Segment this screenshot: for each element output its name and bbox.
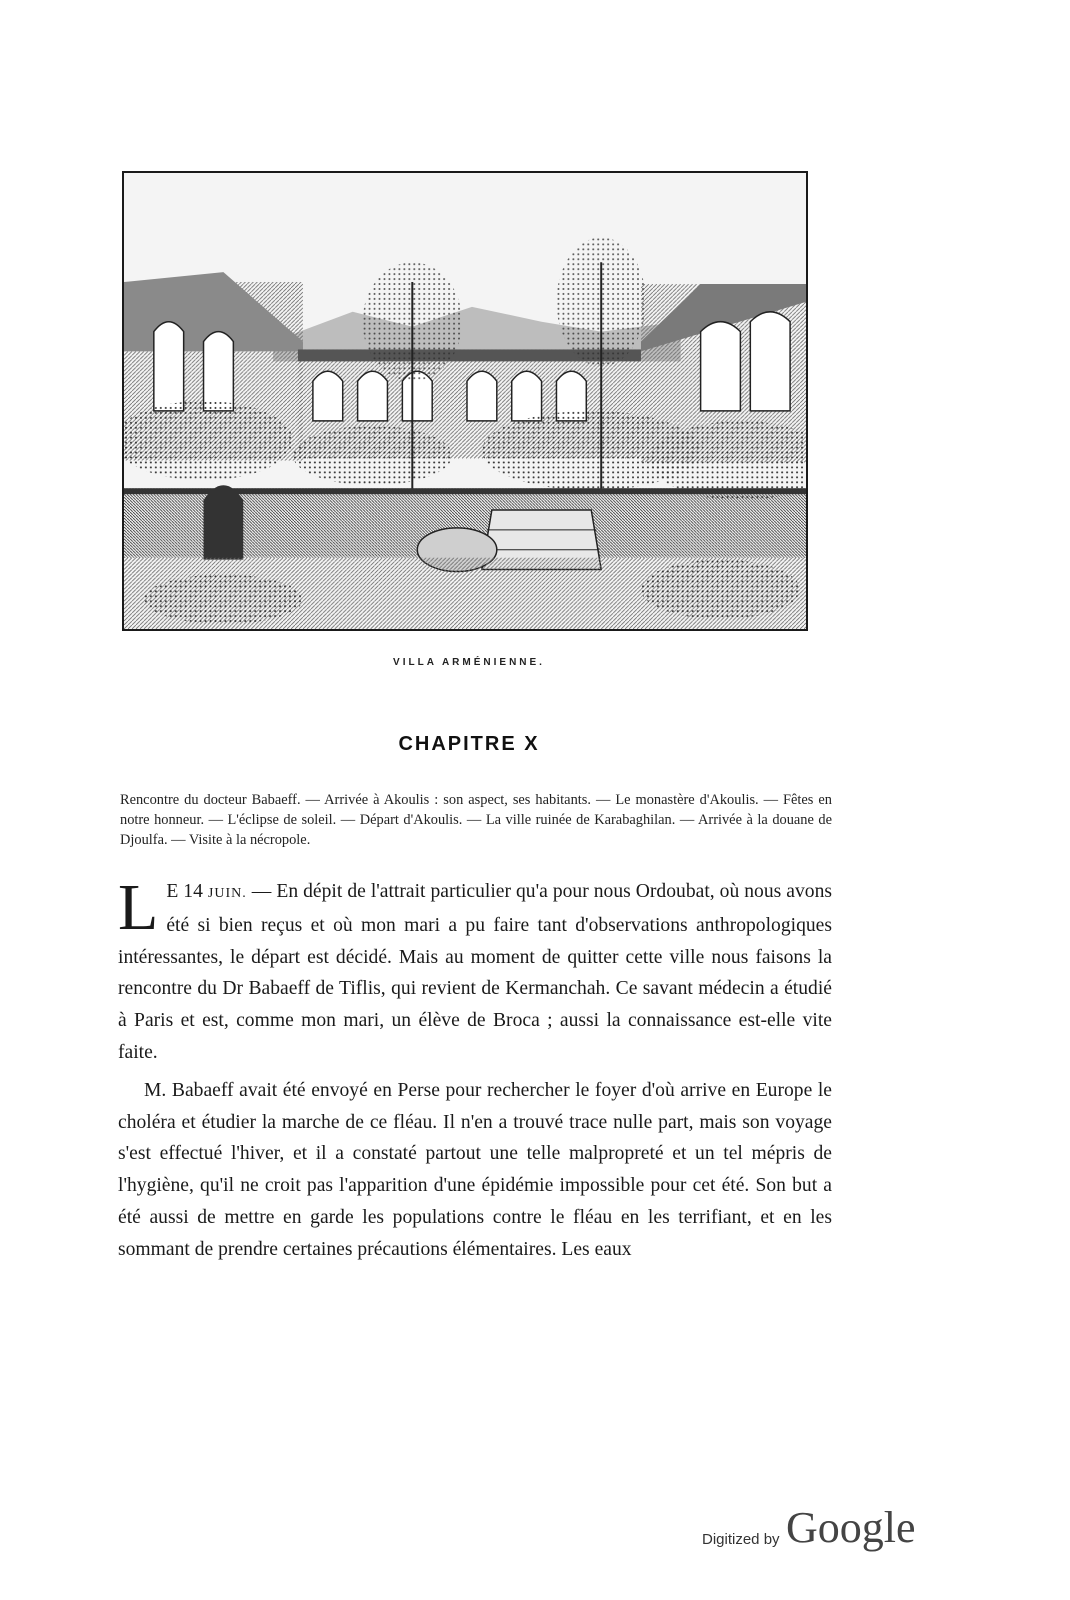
chapter-title: CHAPITRE X [398, 733, 540, 755]
chapter-summary: Rencontre du docteur Babaeff. — Arrivée à Akoulis : son aspect, ses habitants. — Le monastère d'Akoulis. — Fêtes en notre honneur. — L'éclipse de soleil. — Départ d'Akoulis. — La ville ruinée de Karabaghilan. — Arrivée à la douane de Djoulfa. — Visite à la nécropole. [120, 792, 832, 848]
watermark-small-text: Digitized by [702, 1531, 780, 1548]
date-month: JUIN. [207, 886, 247, 901]
paragraph-1 [118, 871, 832, 1069]
digitized-by-google-watermark [702, 1502, 922, 1562]
villa-illustration [122, 171, 808, 631]
drop-cap: L [118, 871, 159, 944]
paragraph-2: M. Babaeff avait été envoyé en Perse pour rechercher le foyer d'où arrive en Europe le choléra et étudier la marche de ce fléau. Il n'en a trouvé trace nulle part, mais son voyage s'est effectué l'hiver, et il a constaté partout une telle malpropreté et un tel mépris de l'hygiène, qu'il ne croit pas l'apparition d'une épidémie impossible pour cet été. Son but a été aussi de mettre en garde les populations contre le fléau en les terrifiant, et en les sommant de prendre certaines précautions élémentaires. Les eaux [118, 1079, 832, 1260]
paragraph-1-text: — En dépit de l'attrait particulier qu'a pour nous Ordoubat, où nous avons été si bien reçus et où mon mari a pu faire tant d'observations anthropologiques intéressantes, le départ est décidé. Mais au moment de quitter cette ville nous faisons la rencontre du Dr Babaeff de Tiflis, qui revient de Kermanchah. Ce savant médecin a étudié à Paris et est, comme mon mari, un élève de Broca ; aussi la connaissance est-elle vite faite. [118, 881, 832, 1063]
google-logo: Google [786, 1503, 916, 1552]
illustration-caption: VILLA ARMÉNIENNE. [393, 657, 545, 668]
date-prefix: E 14 [166, 881, 203, 902]
engraving-villa-courtyard-icon [124, 173, 806, 629]
body-text [118, 871, 832, 1266]
